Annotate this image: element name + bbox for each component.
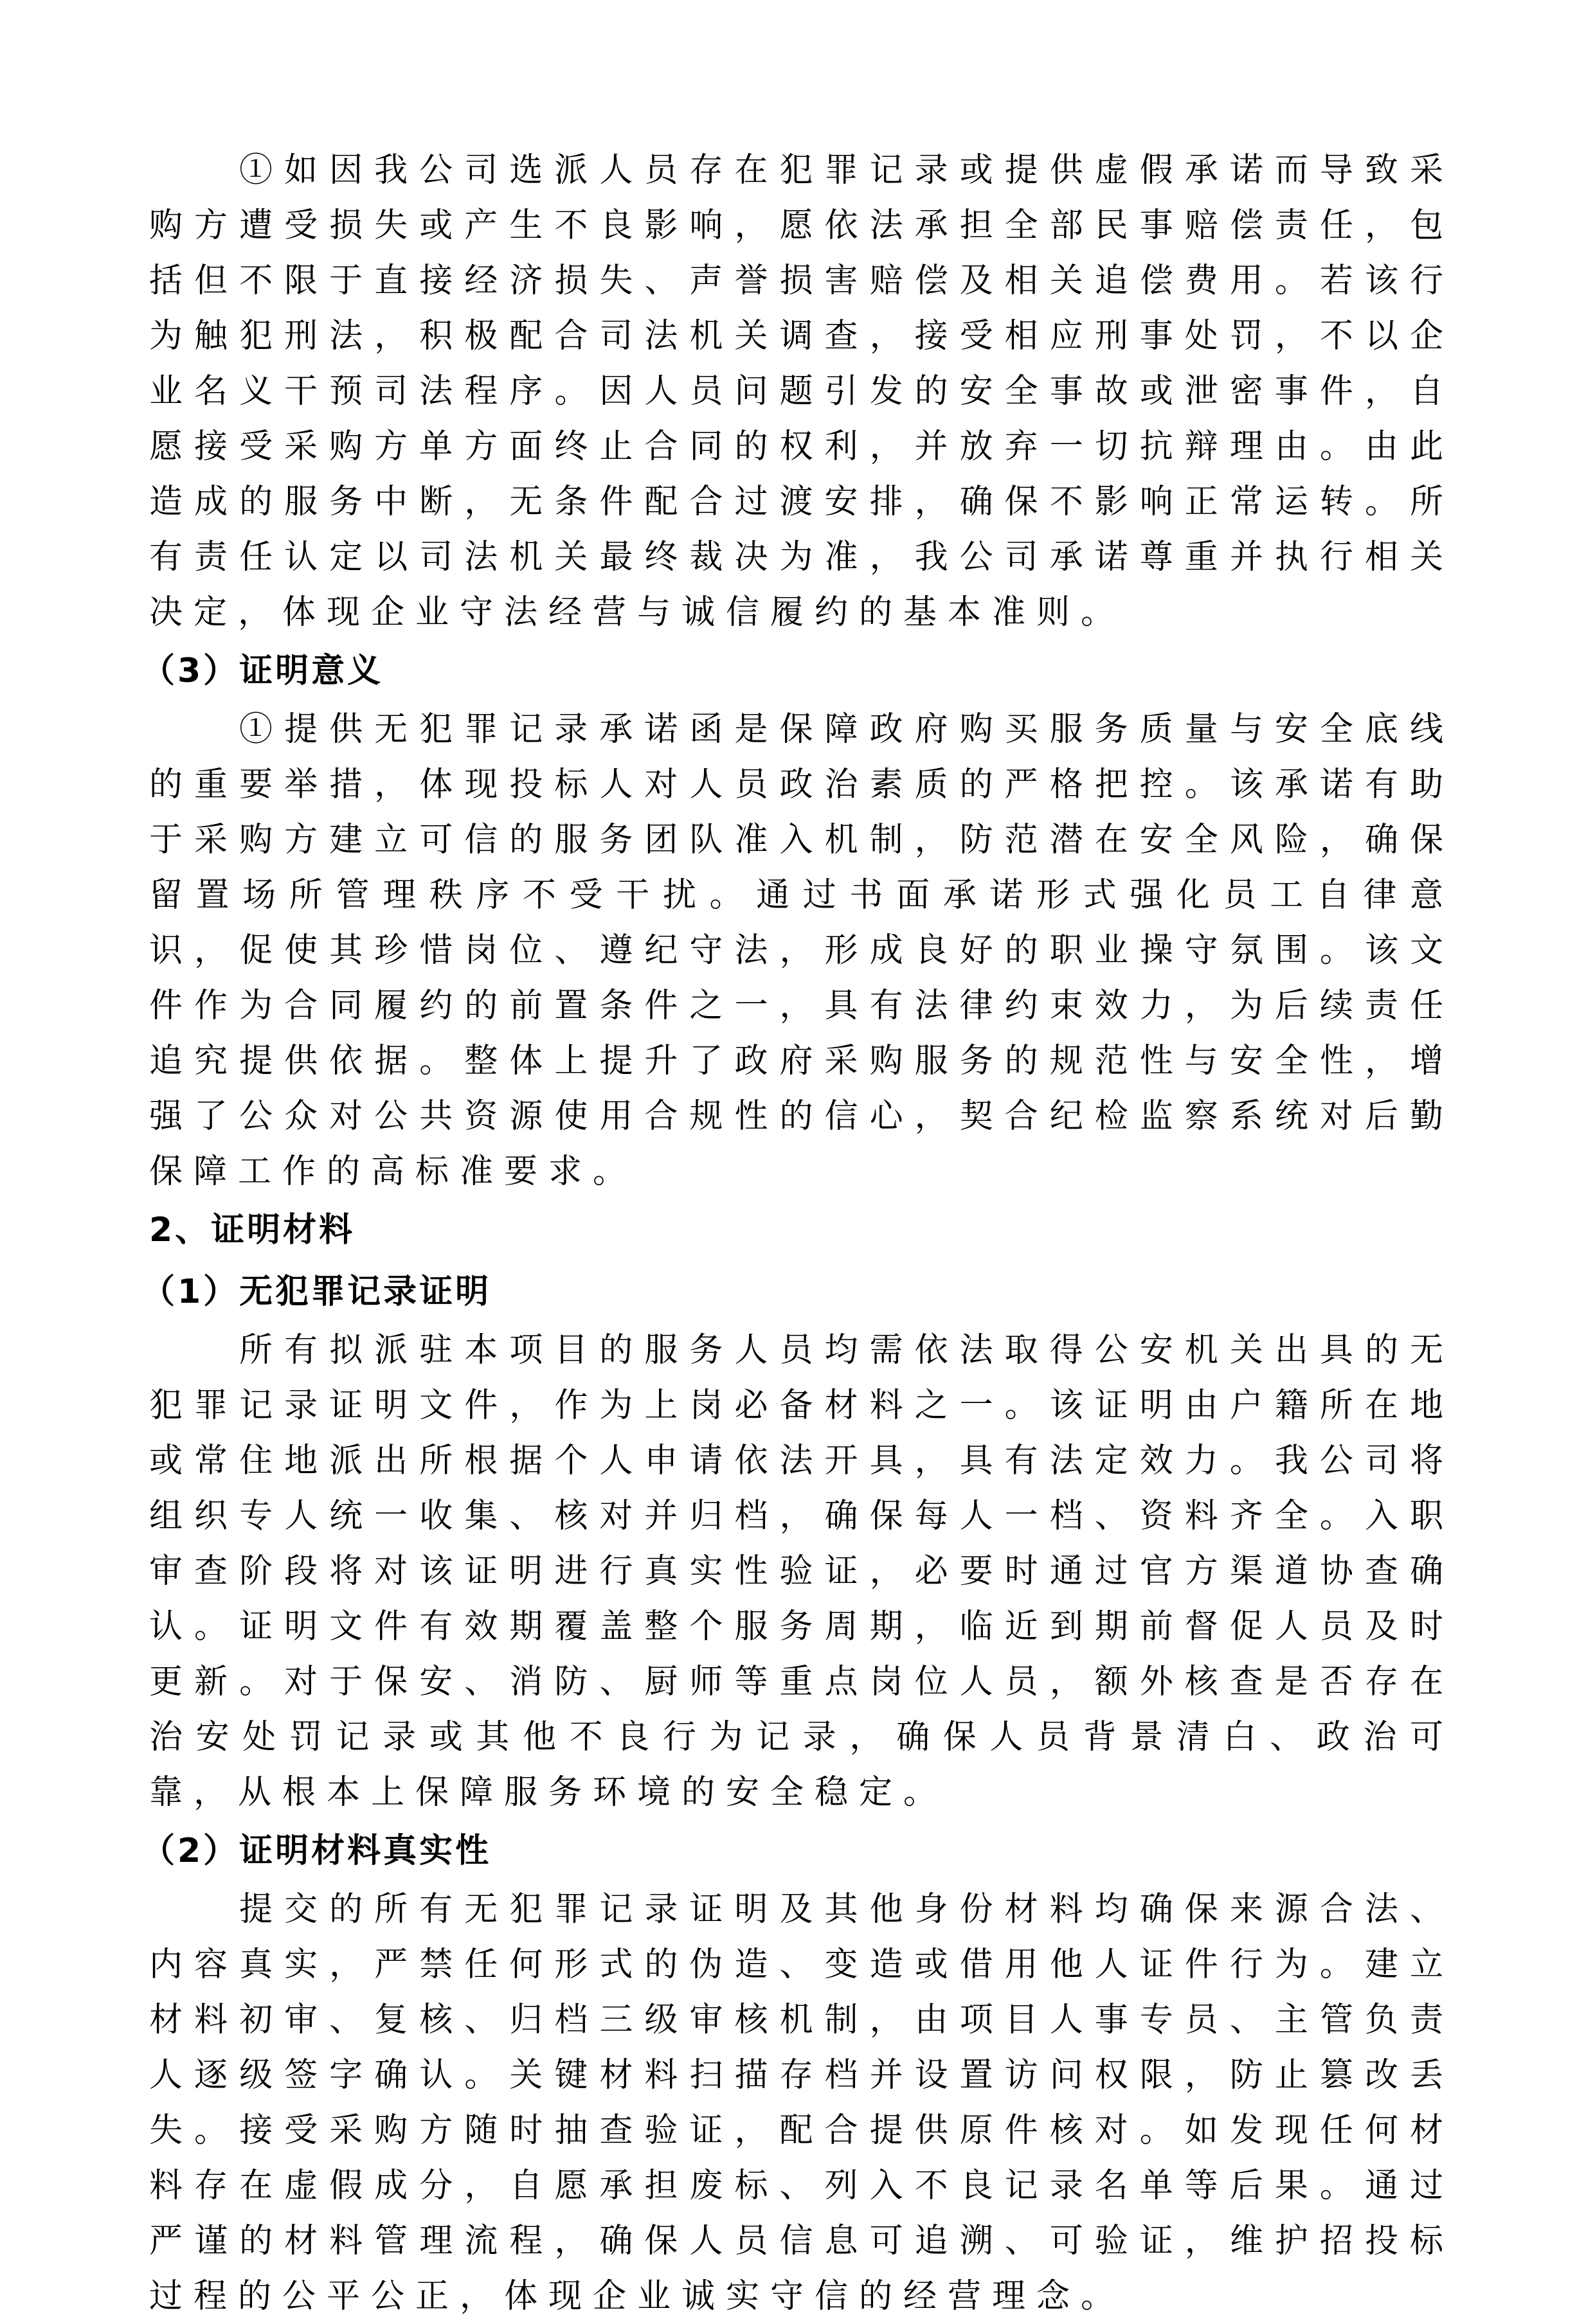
heading-significance: （3）证明意义 bbox=[141, 652, 384, 690]
heading-proof-materials: 2、证明材料 bbox=[149, 1211, 356, 1249]
paragraph-liability: ①如因我公司选派人员存在犯罪记录或提供虚假承诺而导致采购方遭受损失或产生不良影响，愿依法承担全部民事赔偿责任，包括但不限于直接经济损失、声誉损害赔偿及相关追偿费用。若该行为触犯刑法，积极配合司法机关调查，接受相应刑事处罚，不以企业名义干预司法程序。因人员问题引发的安全事故或泄密事件，自愿接受采购方单方面终止合同的权利，并放弃一切抗辩理由。由此造成的服务中断，无条件配合过渡安排，确保不影响正常运转。所有责任认定以司法机关最终裁决为准，我公司承诺尊重并执行相关决定，体现企业守法经营与诚信履约的基本准则。 bbox=[149, 151, 1454, 632]
heading-authenticity: （2）证明材料真实性 bbox=[141, 1832, 492, 1870]
paragraph-significance: ①提供无犯罪记录承诺函是保障政府购买服务质量与安全底线的重要举措，体现投标人对人员政治素质的严格把控。该承诺有助于采购方建立可信的服务团队准入机制，防范潜在安全风险，确保留置场所管理秩序不受干扰。通过书面承诺形式强化员工自律意识，促使其珍惜岗位、遵纪守法，形成良好的职业操守氛围。该文件作为合同履约的前置条件之一，具有法律约束效力，为后续责任追究提供依据。整体上提升了政府采购服务的规范性与安全性，增强了公众对公共资源使用合规性的信心，契合纪检监察系统对后勤保障工作的高标准要求。 bbox=[149, 710, 1454, 1191]
paragraph-no-criminal-record: 所有拟派驻本项目的服务人员均需依法取得公安机关出具的无犯罪记录证明文件，作为上岗必备材料之一。该证明由户籍所在地或常住地派出所根据个人申请依法开具，具有法定效力。我公司将组织专人统一收集、核对并归档，确保每人一档、资料齐全。入职审查阶段将对该证明进行真实性验证，必要时通过官方渠道协查确认。证明文件有效期覆盖整个服务周期，临近到期前督促人员及时更新。对于保安、消防、厨师等重点岗位人员，额外核查是否存在治安处罚记录或其他不良行为记录，确保人员背景清白、政治可靠，从根本上保障服务环境的安全稳定。 bbox=[149, 1331, 1454, 1812]
heading-no-criminal-record: （1）无犯罪记录证明 bbox=[141, 1273, 492, 1311]
paragraph-authenticity: 提交的所有无犯罪记录证明及其他身份材料均确保来源合法、内容真实，严禁任何形式的伪造、变造或借用他人证件行为。建立材料初审、复核、归档三级审核机制，由项目人事专员、主管负责人逐级签字确认。关键材料扫描存档并设置访问权限，防止篡改丢失。接受采购方随时抽查验证，配合提供原件核对。如发现任何材料存在虚假成分，自愿承担废标、列入不良记录名单等后果。通过严谨的材料管理流程，确保人员信息可追溯、可验证，维护招投标过程的公平公正，体现企业诚实守信的经营理念。 bbox=[149, 1890, 1454, 2316]
document-page bbox=[141, 143, 1454, 2324]
